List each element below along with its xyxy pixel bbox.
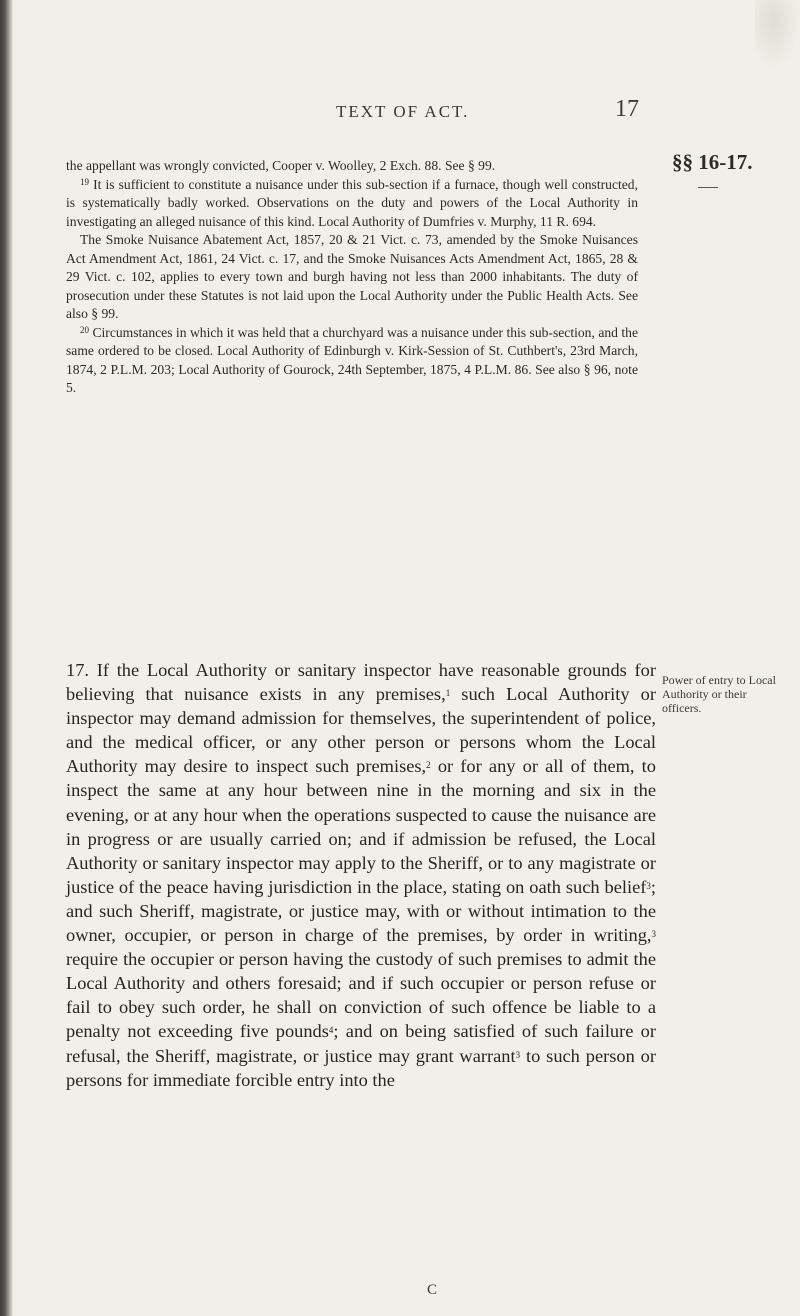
footnote-ref-3a: 3	[646, 880, 651, 891]
footnote-ref-3b: 3	[651, 929, 656, 940]
section-17-number: 17.	[66, 660, 89, 680]
footnote-20-text: Circumstances in which it was held that a churchyard was a nuisance under this sub-section, and the same ordered to be closed. Local Authority of Edinburgh v. Kirk-Session of St. Cuthbert's, 23rd March, 1874, 2 P.L.M. 203; Local Authority of Gourock, 24th September, 1875, 4 P.L.M. 86. See also § 96, note 5.	[66, 324, 638, 395]
running-title: TEXT OF ACT.	[336, 102, 470, 121]
footnote-19-text: It is sufficient to constitute a nuisance under this sub-section if a furnace, though well constructed, is systematically badly worked. Observations on the duty and powers of the Local Authority in investigating an alleged nuisance of this kind. Local Authority of Dumfries v. Murphy, 11 R. 694.	[66, 176, 638, 229]
footnote-ref-2: 2	[426, 760, 431, 771]
footnotes	[66, 157, 638, 398]
section-17-text-2: such Local Authority or inspector may demand admission for themselves, the superintendent of police, and the medical officer, or any other person or persons whom the Local Authority may desire to inspect such premises,	[66, 684, 656, 777]
footnote-19-marker: 19	[80, 176, 89, 187]
section-17-paragraph	[66, 658, 656, 1092]
footnote-19	[66, 176, 638, 232]
signature-mark: C	[427, 1282, 438, 1298]
section-17-body	[66, 658, 656, 1092]
footnote-ref-4: 4	[328, 1025, 334, 1036]
section-17-text-6: ; and on being satisfied of such failure or refusal, the Sheriff, magistrate, or justice may grant warrant	[66, 1021, 656, 1066]
marginal-note: Power of entry to Local Authority or their officers.	[662, 673, 776, 715]
footnote-20-marker: 20	[80, 324, 89, 335]
footnote-20	[66, 324, 638, 398]
section-17-text-3: or for any or all of them, to inspect the same at any hour between nine in the morning and six in the evening, or at any hour when the operations suspected to cause the nuisance are in progress or are usually carried on; and if admission be refused, the Local Authority or sanitary inspector may apply to the Sheriff, or to any magistrate or justice of the peace having jurisdiction in the place, stating on oath such belief	[66, 756, 656, 897]
section-17-text-4: ; and such Sheriff, magistrate, or justice may, with or without intimation to the owner, occupier, or person in charge of the premises, by order in writing,	[66, 876, 656, 946]
section-17-text-5: require the occupier or person having the custody of such premises to admit the Local Authority and others foresaid; and if such occupier or person refuse or fail to obey such order, he shall on conviction of such offence be liable to a penalty not exceeding five pounds	[66, 949, 656, 1042]
footnote-19-paragraph-2: The Smoke Nuisance Abatement Act, 1857, 20 & 21 Vict. c. 73, amended by the Smoke Nuisances Act Amendment Act, 1861, 24 Vict. c. 17, and the Smoke Nuisances Acts Amendment Act, 1865, 28 & 29 Vict. c. 102, applies to every town and burgh having not less than 2000 inhabitants. The duty of prosecution under these Statutes is not laid upon the Local Authority under the Public Health Acts. See also § 99.	[66, 232, 638, 321]
footnote-18-continuation: the appellant was wrongly convicted, Cooper v. Woolley, 2 Exch. 88. See § 99.	[66, 158, 496, 173]
page-number: 17	[615, 96, 639, 122]
footnote-ref-3c: 3	[515, 1049, 521, 1060]
section-reference-rule	[698, 187, 718, 188]
paper-smudge	[755, 0, 800, 70]
running-head	[0, 96, 800, 132]
footnote-ref-1: 1	[445, 688, 451, 699]
page-edge-shadow	[0, 0, 13, 1316]
section-reference: §§ 16-17.	[672, 150, 753, 174]
section-17-text-1: If the Local Authority or sanitary inspector have reasonable grounds for believing that nuisance exists in any premises,	[66, 660, 656, 705]
section-17-text-7: to such person or persons for immediate forcible entry into the	[66, 1045, 656, 1090]
